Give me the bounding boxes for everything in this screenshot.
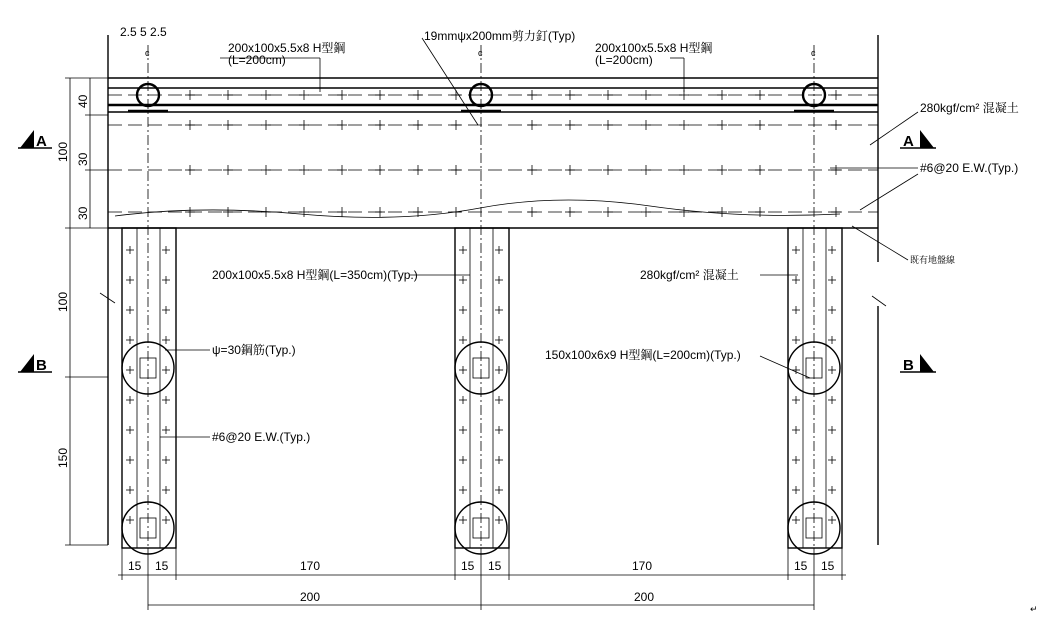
dim-15: 15 <box>128 559 142 573</box>
existing-ground-label: 既有地盤線 <box>910 255 956 265</box>
svg-text:B: B <box>36 357 47 374</box>
dim-170: 170 <box>632 559 653 573</box>
stud-label: 19mmψx200mm剪力釘(Typ) <box>424 29 576 43</box>
existing-ground-line <box>115 200 840 217</box>
dim-30a: 30 <box>76 152 90 166</box>
rebar-mid-label: #6@20 E.W.(Typ.) <box>212 430 311 444</box>
bottom-dimensions <box>118 548 846 610</box>
bolt-label: ψ=30鋼筋(Typ.) <box>212 343 296 357</box>
pile-middle <box>455 45 509 554</box>
dim-170: 170 <box>300 559 321 573</box>
pile-left <box>122 45 176 554</box>
beam-right-label: 200x100x5.5x8 H型鋼 <box>595 41 713 55</box>
section-marker-b-right <box>900 354 936 374</box>
dim-150: 150 <box>56 447 70 468</box>
top-dims-label: 2.5 5 2.5 <box>120 25 167 39</box>
dim-100-top: 100 <box>56 141 70 162</box>
small-beam-label: 150x100x6x9 H型鋼(L=200cm)(Typ.) <box>545 348 741 362</box>
section-marker-b-left <box>18 354 52 374</box>
dim-15: 15 <box>155 559 169 573</box>
dim-15: 15 <box>794 559 808 573</box>
section-marker-a-left <box>18 130 52 150</box>
dim-40: 40 <box>76 94 90 108</box>
return-mark: ↵ <box>1030 604 1038 614</box>
concrete-mid-label: 280kgf/cm² 混凝土 <box>640 268 739 282</box>
dim-15: 15 <box>461 559 475 573</box>
svg-text:A: A <box>903 133 914 150</box>
centerline-mark: c <box>478 48 483 58</box>
centerline-mark: c <box>145 48 150 58</box>
slab-rebar-crosses <box>185 90 841 217</box>
rebar-top-label: #6@20 E.W.(Typ.) <box>920 161 1019 175</box>
beam-left-label: 200x100x5.5x8 H型鋼 <box>228 41 346 55</box>
svg-text:B: B <box>903 357 914 374</box>
left-dimensions <box>56 78 108 545</box>
piles <box>122 45 842 554</box>
dim-30b: 30 <box>76 206 90 220</box>
pile-right <box>788 45 842 554</box>
beam-left-length: (L=200cm) <box>228 53 286 67</box>
dim-200: 200 <box>634 590 655 604</box>
section-marker-a-right <box>900 130 936 150</box>
dim-100-pile: 100 <box>56 291 70 312</box>
dim-15: 15 <box>821 559 835 573</box>
beam-right-length: (L=200cm) <box>595 53 653 67</box>
centerline-mark: c <box>811 48 816 58</box>
dim-200: 200 <box>300 590 321 604</box>
svg-text:A: A <box>36 133 47 150</box>
pile-beam-label: 200x100x5.5x8 H型鋼(L=350cm)(Typ.) <box>212 268 418 282</box>
dim-15: 15 <box>488 559 502 573</box>
concrete-top-label: 280kgf/cm² 混凝土 <box>920 101 1019 115</box>
